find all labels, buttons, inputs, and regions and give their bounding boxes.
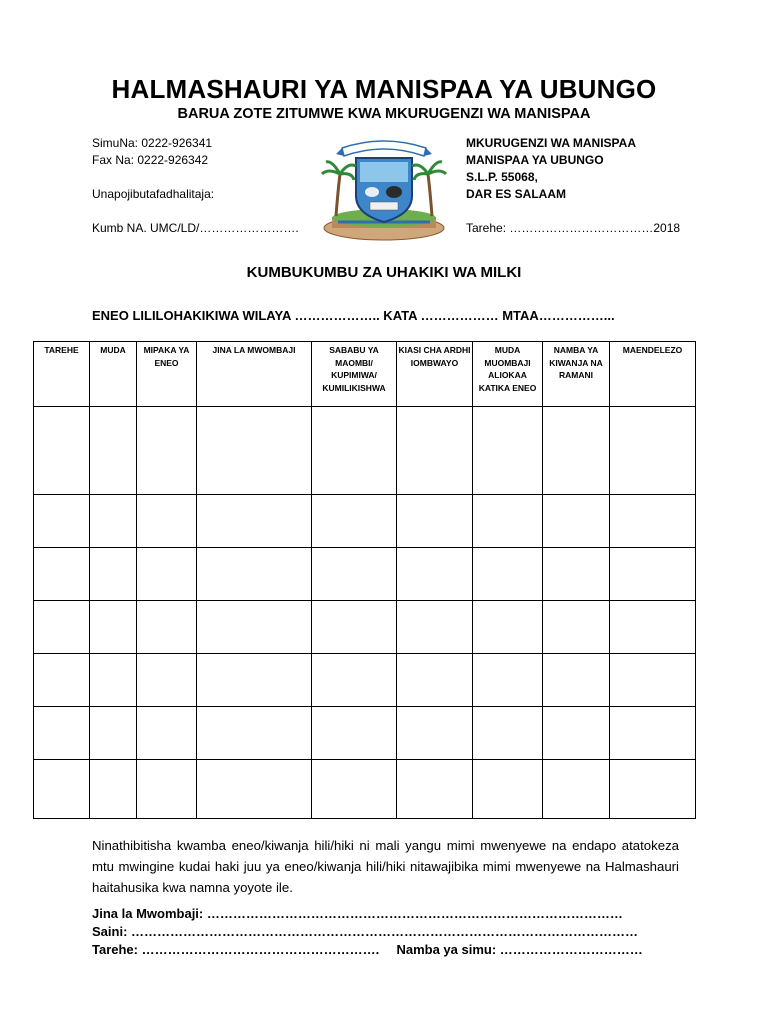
reference-number: Kumb NA. UMC/LD/……………………. xyxy=(92,221,299,235)
table-row xyxy=(34,601,696,654)
table-cell[interactable] xyxy=(312,495,397,548)
letter-date: Tarehe: ………………………………2018 xyxy=(466,221,681,235)
table-cell[interactable] xyxy=(90,601,137,654)
table-cell[interactable] xyxy=(543,707,610,760)
address-line-3: S.L.P. 55068, xyxy=(466,170,538,184)
table-cell[interactable] xyxy=(473,548,543,601)
table-cell[interactable] xyxy=(610,495,696,548)
table-cell[interactable] xyxy=(137,707,197,760)
table-row xyxy=(34,495,696,548)
table-cell[interactable] xyxy=(610,548,696,601)
table-cell[interactable] xyxy=(610,601,696,654)
table-cell[interactable] xyxy=(397,601,473,654)
table-row xyxy=(34,707,696,760)
col-header-plot-number: NAMBA YA KIWANJA NA RAMANI xyxy=(543,342,610,407)
table-cell[interactable] xyxy=(197,548,312,601)
signature-line[interactable]: Saini: ……………………………………………………………………………………………………… xyxy=(92,924,639,939)
col-header-developments: MAENDELEZO xyxy=(610,342,696,407)
area-verified-line[interactable]: ENEO LILILOHAKIKIWA WILAYA ……………….. KATA ……………… MTAA……………... xyxy=(92,308,615,323)
table-cell[interactable] xyxy=(34,548,90,601)
col-header-land-size: KIASI CHA ARDHI IOMBWAYO xyxy=(397,342,473,407)
col-header-applicant-name: JINA LA MWOMBAJI xyxy=(197,342,312,407)
table-cell[interactable] xyxy=(397,654,473,707)
table-cell[interactable] xyxy=(137,495,197,548)
table-cell[interactable] xyxy=(397,707,473,760)
table-cell[interactable] xyxy=(90,760,137,819)
table-cell[interactable] xyxy=(34,601,90,654)
table-cell[interactable] xyxy=(543,601,610,654)
col-header-boundaries: MIPAKA YA ENEO xyxy=(137,342,197,407)
fax-number: Fax Na: 0222-926342 xyxy=(92,153,209,167)
table-cell[interactable] xyxy=(610,407,696,495)
table-cell[interactable] xyxy=(137,654,197,707)
table-cell[interactable] xyxy=(397,548,473,601)
table-cell[interactable] xyxy=(312,407,397,495)
table-cell[interactable] xyxy=(197,760,312,819)
table-cell[interactable] xyxy=(197,495,312,548)
table-cell[interactable] xyxy=(543,407,610,495)
table-cell[interactable] xyxy=(473,654,543,707)
table-cell[interactable] xyxy=(90,548,137,601)
table-cell[interactable] xyxy=(312,548,397,601)
table-row xyxy=(34,548,696,601)
table-cell[interactable] xyxy=(473,760,543,819)
table-cell[interactable] xyxy=(397,760,473,819)
address-line-1: MKURUGENZI WA MANISPAA xyxy=(466,136,636,150)
table-row xyxy=(34,654,696,707)
phone-line[interactable]: Namba ya simu: …………………………… xyxy=(396,942,643,957)
table-cell[interactable] xyxy=(312,654,397,707)
table-cell[interactable] xyxy=(312,707,397,760)
table-cell[interactable] xyxy=(137,601,197,654)
table-cell[interactable] xyxy=(312,601,397,654)
table-cell[interactable] xyxy=(197,654,312,707)
table-cell[interactable] xyxy=(34,707,90,760)
table-cell[interactable] xyxy=(397,495,473,548)
table-cell[interactable] xyxy=(90,707,137,760)
page-subtitle: BARUA ZOTE ZITUMWE KWA MKURUGENZI WA MANISPAA xyxy=(177,106,591,122)
table-cell[interactable] xyxy=(543,548,610,601)
col-header-time: MUDA xyxy=(90,342,137,407)
table-cell[interactable] xyxy=(312,760,397,819)
table-row xyxy=(34,407,696,495)
table-cell[interactable] xyxy=(137,548,197,601)
date-line[interactable]: Tarehe: ………………………………………………. xyxy=(92,942,380,957)
table-cell[interactable] xyxy=(197,707,312,760)
col-header-reason: SABABU YA MAOMBI/ KUPIMIWA/ KUMILIKISHWA xyxy=(312,342,397,407)
table-cell[interactable] xyxy=(90,495,137,548)
table-cell[interactable] xyxy=(543,495,610,548)
table-cell[interactable] xyxy=(610,707,696,760)
declaration-text: Ninathibitisha kwamba eneo/kiwanja hili/hiki ni mali yangu mimi mwenyewe na endapo atatokeza mtu mwingine kudai haki juu ya eneo/kiwanja hili/hiki nitawajibika mimi mwenyewe na Halmashauri haitahusika kwa namna yoyote ile. xyxy=(92,838,679,895)
table-cell[interactable] xyxy=(197,407,312,495)
table-cell[interactable] xyxy=(473,495,543,548)
contact-left-block xyxy=(92,135,299,237)
address-line-4: DAR ES SALAAM xyxy=(466,187,567,201)
table-cell[interactable] xyxy=(34,495,90,548)
table-cell[interactable] xyxy=(610,760,696,819)
table-cell[interactable] xyxy=(610,654,696,707)
table-cell[interactable] xyxy=(543,654,610,707)
municipal-crest-icon xyxy=(318,130,450,244)
table-cell[interactable] xyxy=(137,760,197,819)
form-heading: KUMBUKUMBU ZA UHAKIKI WA MILKI xyxy=(246,264,522,281)
table-cell[interactable] xyxy=(473,707,543,760)
table-cell[interactable] xyxy=(197,601,312,654)
table-cell[interactable] xyxy=(137,407,197,495)
table-cell[interactable] xyxy=(34,654,90,707)
table-cell[interactable] xyxy=(34,407,90,495)
reply-reference-label: Unapojibutafadhalitaja: xyxy=(92,187,215,201)
page-title: HALMASHAURI YA MANISPAA YA UBUNGO xyxy=(111,74,657,104)
contact-right-block xyxy=(466,135,680,237)
verification-table xyxy=(33,341,696,819)
phone-number: SimuNa: 0222-926341 xyxy=(92,136,213,150)
table-cell[interactable] xyxy=(397,407,473,495)
table-cell[interactable] xyxy=(543,760,610,819)
col-header-residence-duration: MUDA MUOMBAJI ALIOKAA KATIKA ENEO xyxy=(473,342,543,407)
col-header-date: TAREHE xyxy=(34,342,90,407)
table-cell[interactable] xyxy=(90,407,137,495)
table-header-row xyxy=(34,342,696,407)
table-cell[interactable] xyxy=(473,407,543,495)
date-phone-line xyxy=(92,942,643,957)
table-cell[interactable] xyxy=(90,654,137,707)
table-cell[interactable] xyxy=(473,601,543,654)
address-line-2: MANISPAA YA UBUNGO xyxy=(466,153,604,167)
applicant-name-line[interactable]: Jina la Mwombaji: …………………………………………………………………………………… xyxy=(92,906,623,921)
table-row xyxy=(34,760,696,819)
table-cell[interactable] xyxy=(34,760,90,819)
